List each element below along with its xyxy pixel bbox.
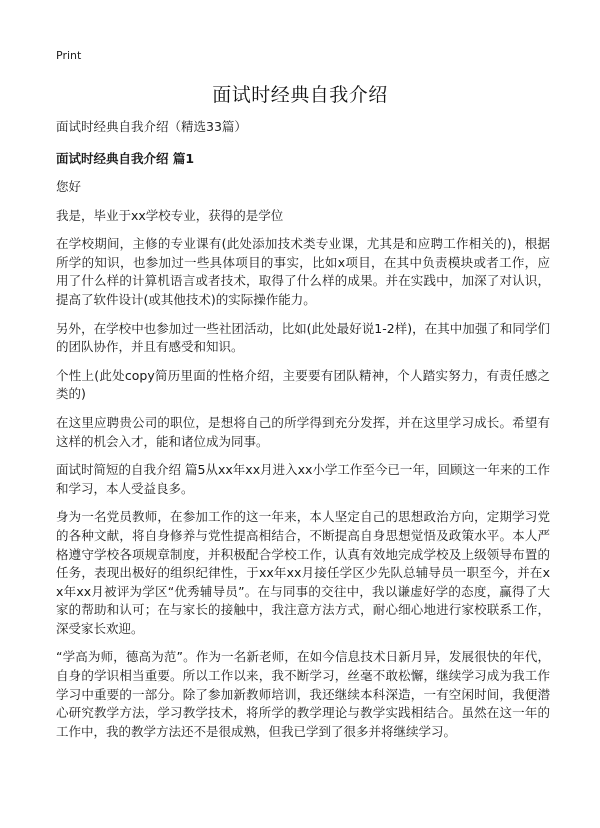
paragraph-application: 在这里应聘贵公司的职位，是想将自己的所学得到充分发挥，并在这里学习成长。希望有这样的机会入才，能和诸位成为同事。: [56, 414, 550, 449]
paragraph-greeting: 您好: [56, 179, 82, 194]
paragraph-personality: 个性上(此处copy简历里面的性格介绍，主要要有团队精神，个人踏实努力，有责任感之类的): [56, 367, 550, 402]
document-body: [56, 118, 550, 751]
paragraph-learning: “学高为师，德高为范”。作为一名新老师，在如今信息技术日新月异，发展很快的年代，自身的学识相当重要。所以工作以来，我不断学习，丝毫不敢松懈，继续学习成为我工作学习中重要的一部分。除了参加新教师培训，我还继续本科深造，一有空闲时间，我便潜心研究教学方法，学习教学技术，将所学的教学理论与教学实践相结合。虽然在这一年的工作中，我的教学方法还不是很成熟，但我已学到了很多并将继续学习。: [56, 649, 550, 739]
paragraph-school: 在学校期间，主修的专业课有(此处添加技术类专业课，尤其是和应聘工作相关的)，根据所学的知识，也参加过一些具体项目的事实，比如x项目，在其中负责模块或者工作，应用了什么样的计算机语言或者技术，取得了什么样的成果。并在实践中，加深了对认识，提高了软件设计(或其他技术)的实际操作能力。: [56, 236, 550, 307]
document-subtitle: 面试时经典自我介绍（精选33篇）: [56, 119, 247, 134]
section-heading: 面试时经典自我介绍 篇1: [56, 151, 195, 166]
paragraph-activities: 另外，在学校中也参加过一些社团活动，比如(此处最好说1-2样)，在其中加强了和同学们的团队协作，并且有感受和知识。: [56, 320, 550, 355]
document-title: 面试时经典自我介绍: [212, 84, 388, 106]
print-link[interactable]: Print: [56, 49, 82, 62]
paragraph-intro: 我是，毕业于xx学校专业，获得的是学位: [56, 207, 284, 223]
paragraph-party-teacher: 身为一名党员教师，在参加工作的这一年来，本人坚定自己的思想政治方向，定期学习党的各种文献，将自身修养与党性提高相结合，不断提高自身思想觉悟及政策水平。本人严格遵守学校各项规章制度，并积极配合学校工作，认真有效地完成学校及上级领导布置的任务，表现出极好的组织纪律性，于xx年xx月接任学区少先队总辅导员一职至今，并在xx年xx月被评为学区“优秀辅导员”。在与同事的交往中，我以谦虚好学的态度，赢得了大家的帮助和认可；在与家长的接触中，我注意方法方式，耐心细心地进行家校联系工作，深受家长欢迎。: [56, 509, 550, 636]
paragraph-section5-intro: 面试时简短的自我介绍 篇5从xx年xx月进入xx小学工作至今已一年，回顾这一年来的工作和学习，本人受益良多。: [56, 462, 550, 496]
